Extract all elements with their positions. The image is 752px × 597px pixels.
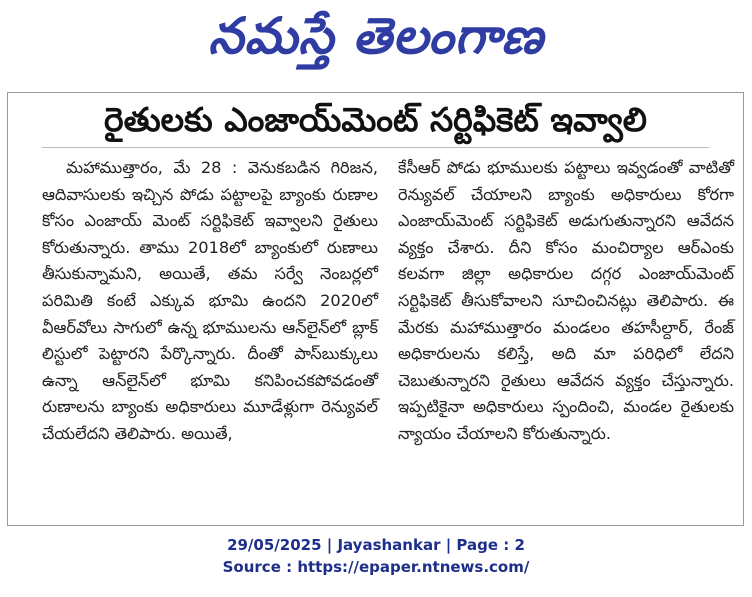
clipping-source-link: Source : https://epaper.ntnews.com/ [222, 558, 530, 576]
clipping-date-edition-page: 29/05/2025 | Jayashankar | Page : 2 [227, 536, 525, 554]
article-clipping [7, 92, 744, 526]
article-paragraph-left: మహాముత్తారం, మే 28 : వెనుకబడిన గిరిజన, ఆదివాసులకు ఇచ్చిన పోడు పట్టాలపై బ్యాంకు రుణాల కోసం ఎంజాయ్ మెంట్ సర్టిఫికెట్ ఇవ్వాలని రైతులు కోరుతున్నారు. తాము 2018లో బ్యాంకులో రుణాలు తీసుకున్నామని, అయితే, తమ సర్వే నెంబర్లలో పరిమితి కంటే ఎక్కువ భూమి ఉందని 2020లో వీఆర్‌వోలు సాగులో ఉన్న భూములను ఆన్‌లైన్‌లో బ్లాక్ లిస్టులో పెట్టారని పేర్కొన్నారు. దీంతో పాస్‌బుక్కులు ఉన్నా ఆన్‌లైన్‌లో భూమి కనిపించకపోవడంతో రుణాలను బ్యాంకు అధికారులు మూడేళ్లుగా రెన్యువల్ చేయలేదని తెలిపారు. అయితే, [42, 158, 378, 443]
headline-divider [42, 147, 709, 148]
article-column-left [42, 155, 378, 448]
article-column-right [398, 155, 734, 448]
newspaper-masthead: నమస్తే తెలంగాణ [208, 6, 544, 65]
article-headline: రైతులకు ఎంజాయ్‌మెంట్ సర్టిఫికెట్ ఇవ్వాలి [104, 100, 647, 139]
article-paragraph-right: కేసీఆర్ పోడు భూములకు పట్టాలు ఇవ్వడంతో వాటితో రెన్యువల్ చేయాలని బ్యాంకు అధికారులు కోరగా ఎంజాయ్‌మెంట్ సర్టిఫికెట్ అడుగుతున్నారని ఆవేదన వ్యక్తం చేశారు. దీని కోసం మంచిర్యాల ఆర్‌ఎంకు కలవగా జిల్లా అధికారుల దగ్గర ఎంజాయ్‌మెంట్ సర్టిఫికెట్ తీసుకోవాలని సూచించినట్లు తెలిపారు. ఈ మేరకు మహాముత్తారం మండలం తహసీల్దార్, రేంజ్ అధికారులను కలిస్తే, అది మా పరిధిలో లేదని చెబుతున్నారని రైతులు ఆవేదన వ్యక్తం చేస్తున్నారు. ఇప్పటికైనా అధికారులు స్పందించి, మండల రైతులకు న్యాయం చేయాలని కోరుతున్నారు. [398, 158, 734, 443]
